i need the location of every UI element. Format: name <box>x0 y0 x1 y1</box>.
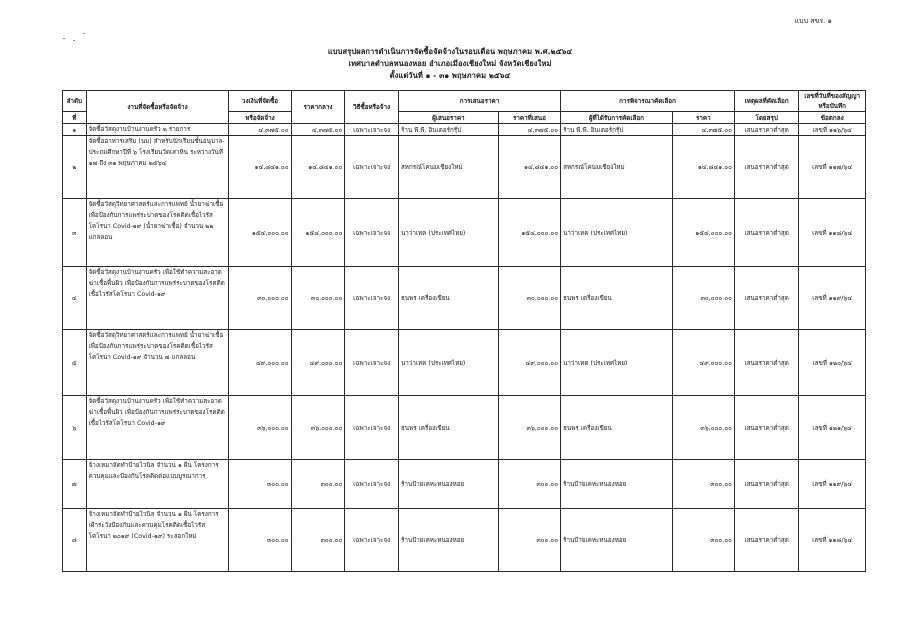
cell-reason: เสนอราคาต่ำสุด <box>734 330 798 396</box>
header-price: ราคา <box>672 112 734 124</box>
cell-price: ๓๐๐.๐๐ <box>672 509 734 572</box>
table-row <box>63 136 866 199</box>
cell-budget: ๑๔,๘๔๑.๐๐ <box>229 136 291 199</box>
cell-reason: เสนอราคาต่ำสุด <box>734 199 798 267</box>
cell-proposed-price: ๓๐,๐๐๐.๐๐ <box>498 267 560 330</box>
cell-method: เฉพาะเจาะจง <box>345 330 399 396</box>
header-contract-sub: ข้อตกลง <box>799 112 866 124</box>
header-no-sub: ที่ <box>63 112 87 124</box>
cell-budget: ๓๖,๐๐๐.๐๐ <box>229 396 291 460</box>
scan-speck <box>63 38 65 39</box>
cell-no: ๔ <box>63 267 87 330</box>
header-reason-sub: โดยสรุป <box>734 112 798 124</box>
cell-reason: เสนอราคาต่ำสุด <box>734 396 798 460</box>
cell-proposed-price: ๔๙,๐๐๐.๐๐ <box>498 330 560 396</box>
cell-reason: เสนอราคาต่ำสุด <box>734 136 798 199</box>
cell-selected: นาว่าเทค (ประเทศไทย) <box>561 199 673 267</box>
table-row <box>63 199 866 267</box>
header-row <box>63 91 866 112</box>
cell-proposed-price: ๑๔,๘๔๑.๐๐ <box>498 136 560 199</box>
cell-median: ๔๙,๐๐๐.๐๐ <box>291 330 345 396</box>
title-line: ตั้งแต่วันที่ ๑ - ๓๑ พฤษภาคม ๒๕๖๔ <box>389 71 511 80</box>
cell-median: ๓๐๐.๐๐ <box>291 460 345 509</box>
cell-contract: เลขที่ ๑๑๙/๖๔ <box>799 267 866 330</box>
cell-proposer: สหกรณ์โคนมเชียงใหม่ <box>398 136 498 199</box>
form-code: แบบ สขร. ๑ <box>794 17 832 25</box>
header-method: วิธีซื้อหรือจ้าง <box>345 91 399 124</box>
cell-proposer: ธนพร เครื่องเขียน <box>398 396 498 460</box>
table-row <box>63 460 866 509</box>
cell-no: ๑ <box>63 124 87 136</box>
cell-proposer: ร้านป้ายเคหะหนองหอย <box>398 460 498 509</box>
cell-reason: เสนอราคาต่ำสุด <box>734 509 798 572</box>
header-item: งานที่จัดซื้อหรือจัดจ้าง <box>86 91 229 124</box>
cell-selected: ร้าน พี.พี. อินเตอร์กรุ๊ป <box>561 124 673 136</box>
cell-selected: ร้านป้ายเคหะหนองหอย <box>561 509 673 572</box>
cell-no: ๖ <box>63 396 87 460</box>
cell-median: ๓๐๐.๐๐ <box>291 509 345 572</box>
cell-median: ๓๐,๐๐๐.๐๐ <box>291 267 345 330</box>
table-row <box>63 124 866 136</box>
cell-proposed-price: ๓๐๐.๐๐ <box>498 460 560 509</box>
cell-proposer: นาว่าเทค (ประเทศไทย) <box>398 330 498 396</box>
cell-proposer: ร้านป้ายเคหะหนองหอย <box>398 509 498 572</box>
cell-method: เฉพาะเจาะจง <box>345 136 399 199</box>
cell-median: ๑๔,๘๔๑.๐๐ <box>291 136 345 199</box>
cell-item: จัดซื้อวัสดุงานบ้านงานครัว ๒ รายการ <box>86 124 229 136</box>
cell-item: จัดซื้อวัสดุงานบ้านงานครัว เพื่อใช้ทำความสะอาดฆ่าเชื้อพื้นผิว เพื่อป้องกันการแพร่ระบาดของโรคติดเชื้อไวรัสโคโรนา Covid-๑๙ <box>86 396 229 460</box>
cell-no: ๗ <box>63 460 87 509</box>
cell-median: ๑๕๔,๐๐๐.๐๐ <box>291 199 345 267</box>
cell-proposed-price: ๓๐๐.๐๐ <box>498 509 560 572</box>
cell-selected: นาว่าเทค (ประเทศไทย) <box>561 330 673 396</box>
scan-speck <box>73 40 75 41</box>
cell-method: เฉพาะเจาะจง <box>345 199 399 267</box>
header-contract <box>799 91 866 112</box>
header-selected: ผู้ที่ได้รับการคัดเลือก <box>561 112 673 124</box>
cell-method: เฉพาะเจาะจง <box>345 460 399 509</box>
cell-item: จัดซื้อวัสดุวิทยาศาสตร์และการแพทย์ น้ำยาฆ่าเชื้อ เพื่อป้องกันการแพร่ระบาดของโรคติดเชื้อไวรัสโคโรนา Covid-๑๙ จำนวน ๗ แกลลอน <box>86 330 229 396</box>
cell-item: จัดซื้อวัสดุงานบ้านงานครัว เพื่อใช้ทำความสะอาดฆ่าเชื้อพื้นผิว เพื่อป้องกันการแพร่ระบาดของโรคติดเชื้อไวรัสโคโรนา Covid-๑๙ <box>86 267 229 330</box>
cell-proposer: นาว่าเทค (ประเทศไทย) <box>398 199 498 267</box>
cell-contract: เลขที่ ๑๒๐/๖๔ <box>799 330 866 396</box>
cell-selected: ธนพร เครื่องเขียน <box>561 396 673 460</box>
table-row <box>63 509 866 572</box>
cell-budget: ๔,๓๗๕.๐๐ <box>229 124 291 136</box>
table-row <box>63 396 866 460</box>
cell-price: ๓๐๐.๐๐ <box>672 460 734 509</box>
header-contract-line: หรือบันทึก <box>818 103 846 110</box>
scan-speck <box>83 33 85 34</box>
cell-price: ๔,๓๗๕.๐๐ <box>672 124 734 136</box>
cell-item: จัดซื้อวัสดุวิทยาศาสตร์และการแพทย์ น้ำยาฆ่าเชื้อ เพื่อป้องกันการแพร่ระบาดของโรคติดเชื้อไวรัสโคโรนา Covid-๑๙ (น้ำยาฆ่าเชื้อ) จำนวน ๒๒ แกลลอน <box>86 199 229 267</box>
cell-item: จัดซื้ออาหารเสริม (นม) สำหรับนักเรียนชั้นอนุบาล-ประถมศึกษาปีที่ ๖ โรงเรียนวัดเสาหิน ระหว่างวันที่ ๑๗ ถึง ๓๑ พฤษภาคม ๒๕๖๔ <box>86 136 229 199</box>
cell-method: เฉพาะเจาะจง <box>345 509 399 572</box>
header-median-price: ราคากลาง <box>291 91 345 124</box>
cell-method: เฉพาะเจาะจง <box>345 267 399 330</box>
cell-contract: เลขที่ ๑๑๙/๖๔ <box>799 460 866 509</box>
title-line: แบบสรุปผลการดำเนินการจัดซื้อจัดจ้างในรอบเดือน พฤษภาคม พ.ศ.๒๕๖๔ <box>327 47 573 56</box>
cell-method: เฉพาะเจาะจง <box>345 396 399 460</box>
header-proposed-price: ราคาที่เสนอ <box>498 112 560 124</box>
cell-price: ๑๔,๘๔๑.๐๐ <box>672 136 734 199</box>
cell-proposer: ร้าน พี.พี. อินเตอร์กรุ๊ป <box>398 124 498 136</box>
header-budget-sub: หรือจัดจ้าง <box>229 112 291 124</box>
cell-method: เฉพาะเจาะจง <box>345 124 399 136</box>
document-title <box>0 46 900 82</box>
cell-budget: ๔๙,๐๐๐.๐๐ <box>229 330 291 396</box>
cell-proposed-price: ๓๖,๐๐๐.๐๐ <box>498 396 560 460</box>
cell-proposed-price: ๑๕๔,๐๐๐.๐๐ <box>498 199 560 267</box>
cell-price: ๓๖,๐๐๐.๐๐ <box>672 396 734 460</box>
cell-selected: สหกรณ์โคนมเชียงใหม่ <box>561 136 673 199</box>
table-row <box>63 267 866 330</box>
cell-contract: เลขที่ ๑๑๗/๖๔ <box>799 136 866 199</box>
cell-contract: เลขที่ ๑๑๘/๖๔ <box>799 199 866 267</box>
cell-contract: เลขที่ ๑๒๑/๖๔ <box>799 396 866 460</box>
cell-reason: เสนอราคาต่ำสุด <box>734 267 798 330</box>
cell-selected: ธนพร เครื่องเขียน <box>561 267 673 330</box>
header-proposer: ผู้เสนอราคา <box>398 112 498 124</box>
cell-reason: เสนอราคาต่ำสุด <box>734 124 798 136</box>
cell-price: ๔๙,๐๐๐.๐๐ <box>672 330 734 396</box>
header-contract-line: เลขที่วันที่ของสัญญา <box>804 93 861 100</box>
cell-no: ๘ <box>63 509 87 572</box>
cell-budget: ๓๐๐.๐๐ <box>229 509 291 572</box>
table-row <box>63 330 866 396</box>
header-proposal: การเสนอราคา <box>398 91 560 112</box>
cell-item: จ้างเหมาจัดทำป้ายไวนิล จำนวน ๑ ผืน โครงการเฝ้าระวังป้องกันและควบคุมโรคติดเชื้อไวรัสโคโรนา ๒๐๑๙ (Covid-๑๙) ระลอกใหม่ <box>86 509 229 572</box>
cell-no: ๕ <box>63 330 87 396</box>
cell-median: ๓๖,๐๐๐.๐๐ <box>291 396 345 460</box>
cell-no: ๓ <box>63 199 87 267</box>
cell-proposed-price: ๔,๓๗๕.๐๐ <box>498 124 560 136</box>
cell-budget: ๓๐๐.๐๐ <box>229 460 291 509</box>
cell-median: ๔,๓๗๕.๐๐ <box>291 124 345 136</box>
cell-budget: ๑๕๔,๐๐๐.๐๐ <box>229 199 291 267</box>
cell-item: จ้างเหมาจัดทำป้ายไวนิล จำนวน ๑ ผืน โครงการควบคุมและป้องกันโรคติดต่อแบบบูรณาการ <box>86 460 229 509</box>
cell-proposer: ธนพร เครื่องเขียน <box>398 267 498 330</box>
title-line: เทศบาลตำบลหนองหอย อำเภอเมืองเชียงใหม่ จังหวัดเชียงใหม่ <box>348 59 552 68</box>
cell-reason: เสนอราคาต่ำสุด <box>734 460 798 509</box>
cell-selected: ร้านป้ายเคหะหนองหอย <box>561 460 673 509</box>
cell-contract: เลขที่ ๑๑๘/๖๔ <box>799 509 866 572</box>
header-no: ลำดับ <box>63 91 87 112</box>
procurement-table <box>62 90 866 572</box>
cell-price: ๑๕๔,๐๐๐.๐๐ <box>672 199 734 267</box>
header-selection: การพิจารณาคัดเลือก <box>561 91 735 112</box>
cell-no: ๒ <box>63 136 87 199</box>
cell-budget: ๓๐,๐๐๐.๐๐ <box>229 267 291 330</box>
cell-price: ๓๐,๐๐๐.๐๐ <box>672 267 734 330</box>
header-budget: วงเงินที่จัดซื้อ <box>229 91 291 112</box>
cell-contract: เลขที่ ๑๑๖/๖๔ <box>799 124 866 136</box>
header-reason: เหตุผลที่คัดเลือก <box>734 91 798 112</box>
